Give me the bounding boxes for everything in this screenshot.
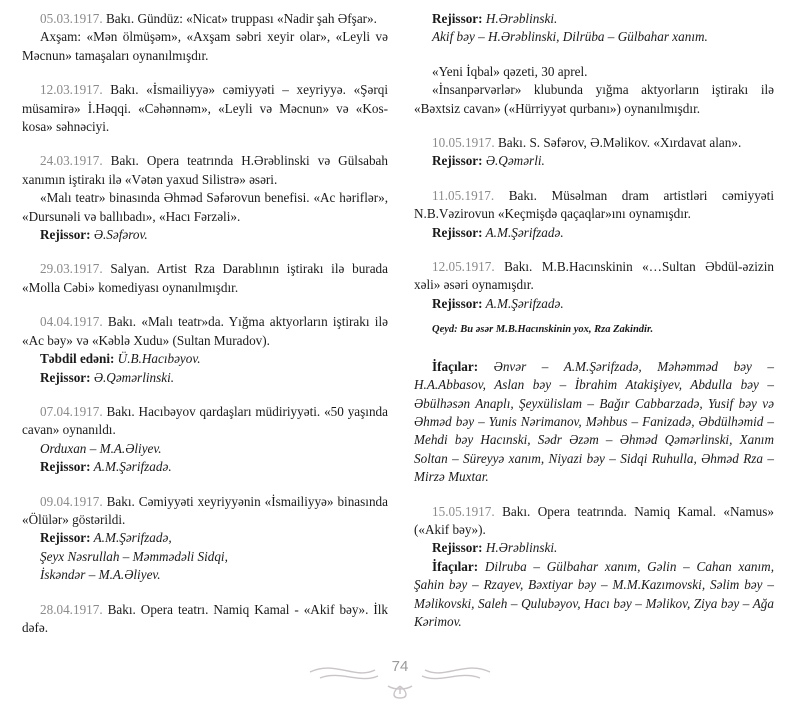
cast-line: Akif bəy – H.Ərəblinski, Dilrüba – Gülbahar xanım. [432, 29, 708, 45]
chronicle-entry [414, 134, 774, 171]
entry-date: 28.04.1917. [40, 601, 103, 617]
entry-date: 12.05.1917. [432, 259, 495, 275]
entry-date: 07.04.1917. [40, 403, 103, 419]
chronicle-entry [414, 10, 774, 47]
chronicle-entry [22, 493, 388, 585]
director-name: A.M.Şərifzadə. [90, 459, 172, 475]
translator-label: Təbdil edəni: [40, 351, 115, 367]
director-label: Rejissor: [40, 227, 91, 243]
left-column [22, 10, 388, 653]
chronicle-entry [414, 187, 774, 242]
director-name: Ə.Qəmərli. [482, 153, 545, 169]
performers-label: İfaçılar: [432, 558, 479, 574]
entry-text: Bakı. «Malı teatr»da. Yığma aktyorların iştirakı ilə «Ac bəy» və «Kəblə Xudu» (Sultan Muradov). [22, 314, 388, 348]
director-label: Rejissor: [432, 295, 483, 311]
entry-text: Salyan. Artist Rza Darablının iştirakı ilə burada «Molla Cəbi» komediyası oynanılmışdır. [22, 261, 388, 295]
director-label: Rejissor: [40, 459, 91, 475]
right-column [414, 10, 774, 647]
page-number: 74 [391, 658, 409, 675]
director-label: Rejissor: [432, 11, 483, 26]
performers-text: Dilruba – Gülbahar xanım, Gəlin – Cahan xanım, Şahin bəy – Rzayev, Bəxtiyar bəy – M.M.Kazımovski, Səlim bəy – Məlikovski, Saleh – Qulubəyov, Hacı bəy – Məlikov, Ziya bəy – Ağa Kərimov. [414, 558, 774, 629]
entry-text: «Malı teatr» binasında Əhməd Səfərovun benefisi. «Ac həriflər», «Dursunəli və ballıbadı», «Hacı Fərzəli». [22, 190, 388, 224]
director-name: A.M.Şərifzadə, [90, 530, 172, 546]
director-label: Rejissor: [432, 153, 483, 169]
entry-date: 10.05.1917. [432, 135, 495, 151]
entry-date: 04.04.1917. [40, 314, 103, 330]
chronicle-entry [22, 601, 388, 638]
entry-date: 09.04.1917. [40, 493, 103, 509]
entry-date: 11.05.1917. [432, 187, 495, 203]
entry-text: Bakı. Opera teatrında H.Ərəblinski və Gülsabah xanımın iştirakı ilə «Vətən yaxud Silistrə» əsəri. [22, 153, 388, 187]
editorial-note: Qeyd: Bu əsər M.B.Hacınskinin yox, Rza Zakindir. [432, 324, 654, 336]
entry-text: Bakı. Gündüz: «Nicat» truppası «Nadir şah Əfşar». [102, 11, 377, 26]
cast-line: Orduxan – M.A.Əliyev. [40, 440, 162, 456]
director-label: Rejissor: [432, 224, 483, 240]
entry-date: 29.03.1917. [40, 261, 103, 277]
entry-date: 12.03.1917. [40, 82, 103, 98]
entry-text: Bakı. «İsmailiyyə» cəmiyyəti – xeyriyyə. «Şərqi müsamirə» İ.Həqqi. «Cəhənnəm», «Leyli və Məcnun» və «Kos-kosa» səhnəciyi. [22, 82, 388, 135]
chronicle-entry [22, 81, 388, 136]
director-name: Ə.Səfərov. [90, 227, 148, 243]
entry-text: Bakı. Cəmiyyəti xeyriyyənin «İsmailiyyə» binasında «Ölülər» göstərildi. [22, 493, 388, 527]
performers-text: Ənvər – A.M.Şərifzadə, Məhəmməd bəy – H.A.Abbasov, Aslan bəy – İbrahim Atakişiyev, Abdulla bəy – Əbülhəsən Anaplı, Şeyxülislam – Bağır Cabbarzadə, Yusif bəy və Əhməd bəy – Yunis Nərimanov, Məhbus – Fanizadə, Əbdülhəmid – Mehdi bəy Hacınski, Sədr Əzəm – Əhməd Qəmərlinski, Xanım Soltan – Süreyyə xanım, Niyazi bəy – Sidqi Ruhulla, Əhməd Rza – Mirzə Muxtar. [414, 358, 774, 485]
cast-list [414, 358, 774, 487]
entry-text: Bakı. S. Səfərov, Ə.Məlikov. «Xırdavat alan». [494, 135, 742, 151]
chronicle-entry [22, 152, 388, 244]
chronicle-entry [22, 313, 388, 387]
entry-text: «İnsanpərvərlər» klubunda yığma aktyorların iştirakı ilə «Bəxtsiz cavan» («Hürriyyət qurbanı») oynanılmışdır. [414, 82, 774, 116]
director-label: Rejissor: [432, 540, 483, 556]
director-name: A.M.Şərifzadə. [482, 224, 564, 240]
entry-text: Bakı. Müsəlman dram artistləri cəmiyyəti N.B.Vəzirovun «Keçmişdə qaçaqlar»ını oynamışdır. [414, 187, 774, 222]
entry-text: Axşam: «Mən ölmüşəm», «Axşam səbri xeyir olar», «Leyli və Məcnun» tamaşaları oynanılmışdır. [22, 29, 388, 63]
translator-name: Ü.B.Hacıbəyov. [114, 351, 201, 367]
director-name: H.Ərəblinski. [482, 11, 558, 26]
chronicle-entry [414, 258, 774, 313]
director-name: H.Ərəblinski. [482, 540, 558, 556]
chronicle-entry [22, 403, 388, 477]
entry-text: Bakı. Hacıbəyov qardaşları müdiriyyəti. «50 yaşında cavan» oynanıldı. [22, 403, 388, 438]
entry-date: 05.03.1917. [40, 11, 103, 26]
chronicle-entry [414, 503, 774, 632]
chronicle-entry [22, 10, 388, 65]
entry-date: 24.03.1917. [40, 153, 103, 169]
cast-line: Şeyx Nəsrullah – Məmmədəli Sidqi, [40, 548, 228, 564]
director-name: Ə.Qəmərlinski. [90, 369, 175, 385]
director-label: Rejissor: [40, 369, 91, 385]
entry-date: 15.05.1917. [432, 503, 495, 519]
performers-label: İfaçılar: [432, 358, 479, 374]
cast-line: İskəndər – M.A.Əliyev. [40, 567, 161, 583]
chronicle-entry [22, 260, 388, 297]
entry-text: Bakı. Opera teatrı. Namiq Kamal - «Akif bəy». İlk dəfə. [22, 601, 388, 635]
director-label: Rejissor: [40, 530, 91, 546]
entry-text: Bakı. M.B.Hacınskinin «…Sultan Əbdül-əzizin xəli» əsəri oynamışdır. [414, 259, 774, 293]
director-name: A.M.Şərifzadə. [482, 295, 564, 311]
chronicle-entry [414, 63, 774, 118]
entry-text: Bakı. Opera teatrında. Namiq Kamal. «Namus» («Akif bəy»). [414, 503, 774, 537]
entry-text: «Yeni İqbal» qəzeti, 30 aprel. [432, 63, 588, 79]
